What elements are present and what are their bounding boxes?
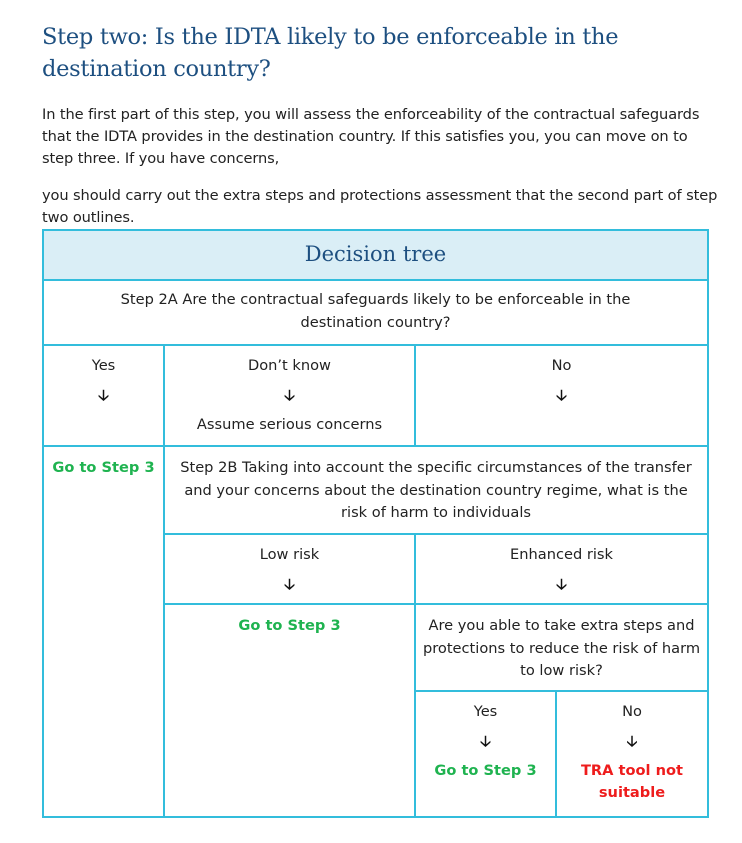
- low-risk-cell: [163, 533, 416, 605]
- step-2a-dont-know-cell: [163, 344, 416, 447]
- step-2a-question: Step 2A Are the contractual safeguards likely to be enforceable in the destination country?: [42, 279, 709, 346]
- step-2a-dont-know-label: Don’t know: [248, 357, 331, 374]
- arrow-down-icon: 🡣: [480, 731, 491, 750]
- step-2a-no-cell: [414, 344, 709, 447]
- intro-paragraph: In the first part of this step, you will assess the enforceability of the contractual safeguards that the IDTA provides in the destination country. If this satisfies you, you can move on to step three. If you have concerns,: [42, 105, 700, 167]
- arrow-down-icon: 🡣: [556, 574, 567, 593]
- page-heading: Step two: Is the IDTA likely to be enforceable in the destination country?: [42, 24, 619, 83]
- step-2b-question: Step 2B Taking into account the specific circumstances of the transfer and your concerns about the destination country regime, what is the risk of harm to individuals: [163, 445, 709, 535]
- tra-tool-not-suitable: TRA tool not suitable: [580, 761, 684, 801]
- go-to-step-3-from-extra-steps: Go to Step 3: [434, 761, 537, 779]
- arrow-down-icon: 🡣: [284, 574, 295, 593]
- extra-steps-yes-cell: [414, 690, 557, 818]
- arrow-down-icon: 🡣: [284, 385, 295, 404]
- extra-steps-no-label: No: [622, 703, 642, 720]
- arrow-down-icon: 🡣: [98, 385, 109, 404]
- step-2a-no-label: No: [551, 357, 572, 374]
- step-2a-yes-cell: [42, 344, 165, 447]
- extra-steps-question: Are you able to take extra steps and protections to reduce the risk of harm to low risk?: [414, 603, 709, 692]
- enhanced-risk-label: Enhanced risk: [510, 546, 613, 563]
- extra-steps-yes-label: Yes: [473, 703, 498, 720]
- arrow-down-icon: 🡣: [556, 385, 567, 404]
- go-to-step-3-from-low-risk: Go to Step 3: [163, 603, 416, 818]
- enhanced-risk-cell: [414, 533, 709, 605]
- arrow-down-icon: 🡣: [626, 731, 638, 750]
- low-risk-label: Low risk: [259, 546, 320, 563]
- assume-serious-concerns-note: Assume serious concerns: [196, 415, 383, 433]
- intro-paragraph-continued: you should carry out the extra steps and protections assessment that the second part of step two outlines.: [42, 186, 718, 226]
- step-2a-yes-label: Yes: [91, 357, 116, 374]
- decision-tree-title: Decision tree: [42, 229, 709, 281]
- extra-steps-no-cell: [555, 690, 709, 818]
- go-to-step-3-from-yes: Go to Step 3: [42, 445, 165, 818]
